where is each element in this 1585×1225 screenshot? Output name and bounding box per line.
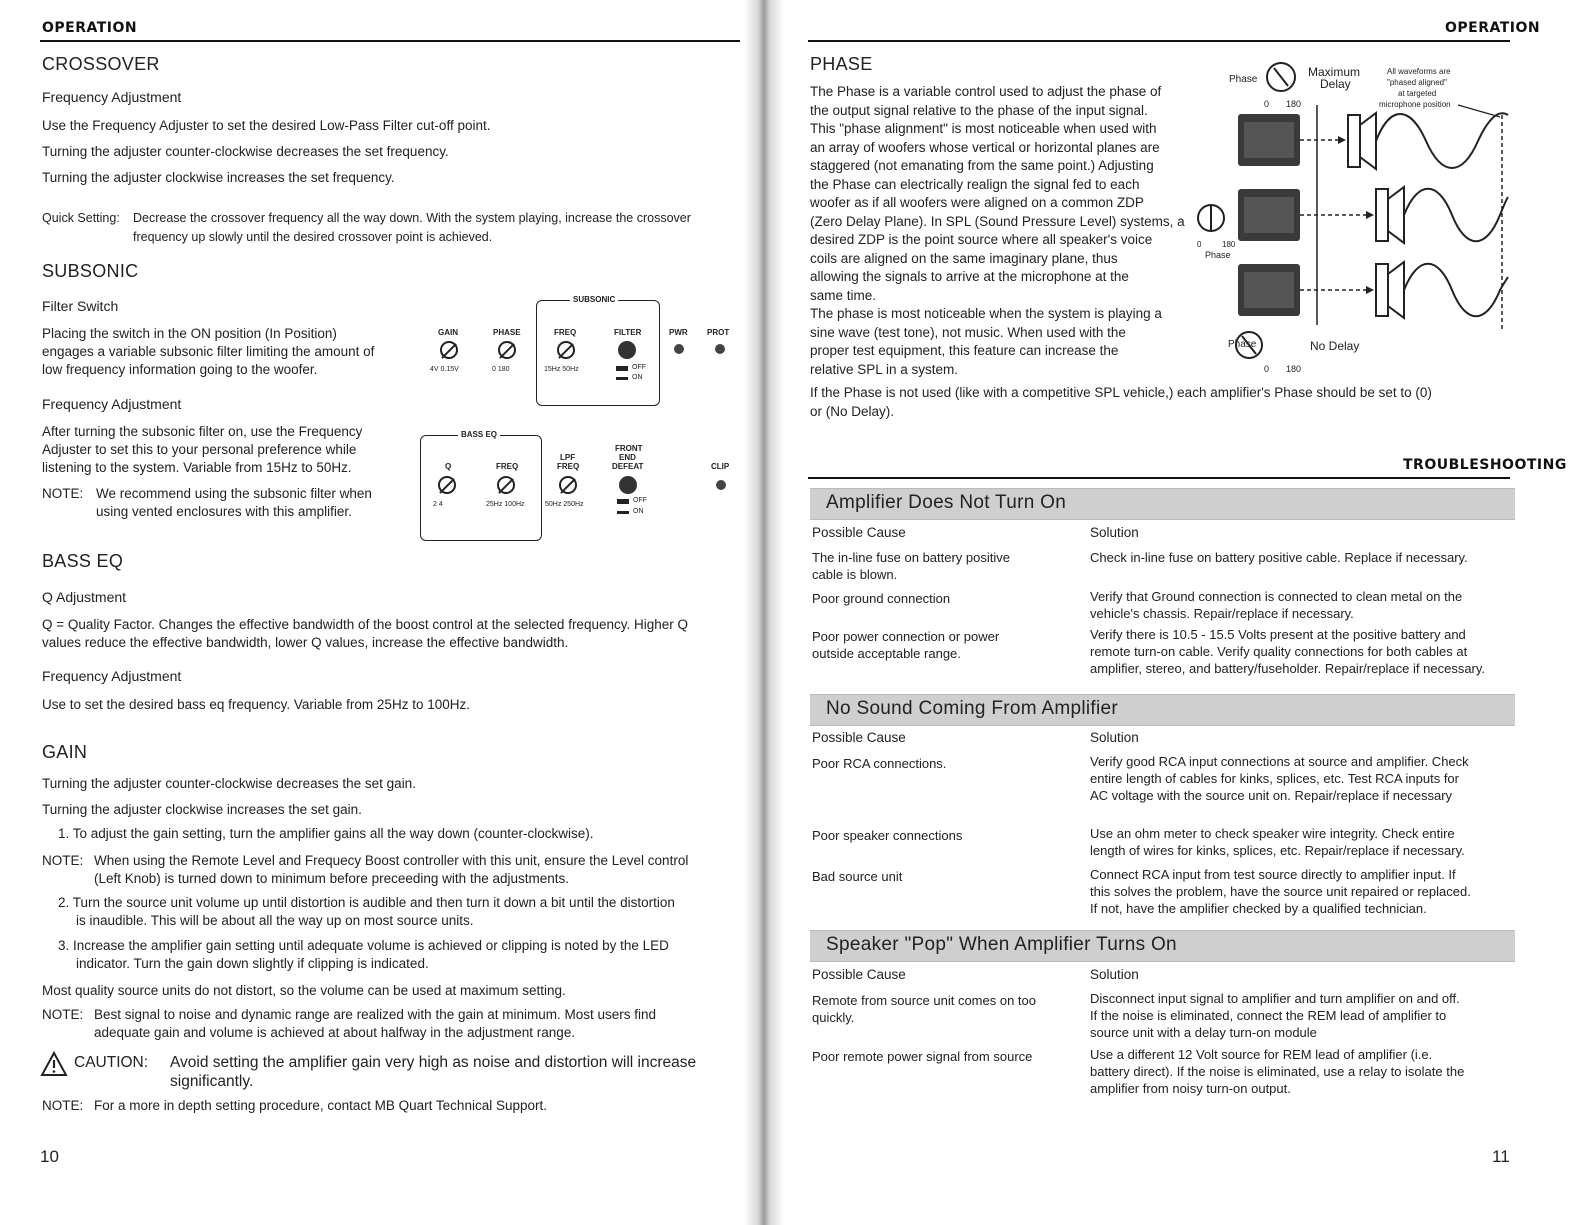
bottom-scale-180: 180 [1286,364,1302,374]
subsonic-freq-line: Adjuster to set this to your personal preference while [42,442,357,457]
solution-cell: Connect RCA input from test source directly to amplifier input. If this solves the problem, have the source unit repaired or replaced. If not, have the amplifier checked by a qualified technician. [1090,867,1471,916]
phase-line: an array of woofers whose vertical or horizontal planes are [810,139,1160,155]
phase-alignment-diagram [1190,55,1515,380]
waveform-note: All waveforms are [1387,67,1451,76]
gain-step-3: 3. Increase the amplifier gain setting until adequate volume is achieved or clipping is noted by the LED [58,938,669,953]
quick-setting-line: frequency up slowly until the desired crossover point is achieved. [133,230,493,244]
q-adjustment-line: Q = Quality Factor. Changes the effective bandwidth of the boost control at the selected frequency. Higher Q [42,617,688,632]
subsonic-note-label: NOTE: [42,486,84,501]
mid-scale-0: 0 [1197,240,1202,249]
front-end-defeat-button[interactable] [619,476,637,494]
cause-cell: Poor power connection or power outside acceptable range. [812,629,1000,661]
cause-cell: Poor remote power signal from source [812,1049,1033,1064]
subsonic-freq-label: FREQ [554,328,577,337]
left-header-rule [40,40,740,42]
subsonic-freq-heading: Frequency Adjustment [42,396,182,412]
solution-cell: Verify that Ground connection is connected to clean metal on the vehicle's chassis. Repair/replace if necessary. [1090,589,1463,621]
solution-cell: Check in-line fuse on battery positive cable. Replace if necessary. [1090,550,1468,565]
section-band [810,488,1515,520]
subsonic-freq-knob[interactable] [557,341,575,359]
bottom-scale-0: 0 [1264,364,1270,374]
clip-label: CLIP [711,462,730,471]
subsonic-note-line: We recommend using the subsonic filter when [96,486,372,501]
gain-note3-line: For a more in depth setting procedure, contact MB Quart Technical Support. [94,1098,547,1113]
bass-freq-knob[interactable] [497,476,515,494]
filter-label: FILTER [614,328,642,337]
waveform-middle [1404,189,1508,242]
gain-note2-label: NOTE: [42,1007,84,1022]
section-title: Speaker "Pop" When Amplifier Turns On [826,934,1177,955]
mid-scale-180: 180 [1222,240,1236,249]
gain-line: Turning the adjuster counter-clockwise decreases the set gain. [42,776,416,791]
filter-line: low frequency information going to the woofer. [42,362,318,377]
right-header-rule [808,40,1510,42]
control-panel-bottom [420,425,750,545]
solution-cell: Disconnect input signal to amplifier and turn amplifier on and off. If the noise is eliminated, connect the REM lead of amplifier to source unit with a delay turn-on module [1090,991,1460,1040]
defeat-label: DEFEAT [612,462,644,471]
quick-setting-line: Decrease the crossover frequency all the way down. With the system playing, increase the crossover [133,211,691,225]
mid-phase-label: Phase [1205,250,1231,260]
subsonic-freq-line: listening to the system. Variable from 15Hz to 50Hz. [42,460,352,475]
switch-off-marker [616,366,628,371]
filter-line: engages a variable subsonic filter limiting the amount of [42,344,375,359]
filter-switch-heading: Filter Switch [42,298,119,314]
left-page-number: 10 [40,1147,59,1166]
gain-knob-label: GAIN [438,328,458,337]
switch-on-marker [616,377,628,380]
gain-note3-label: NOTE: [42,1098,84,1113]
waveform-note: at targeted [1398,89,1437,98]
gain-note1-label: NOTE: [42,853,84,868]
cause-cell: Poor speaker connections [812,828,963,843]
solution-cell: Use a different 12 Volt source for REM lead of amplifier (i.e. battery direct). If the noise is eliminated, use a relay to isolate the amplifier from noisy turn-on output. [1090,1047,1465,1096]
bass-eq-group-title: BASS EQ [458,430,500,439]
quick-setting-label: Quick Setting: [42,211,120,225]
clip-led [716,480,726,490]
top-scale-180: 180 [1286,99,1302,109]
gain-note2-line: adequate gain and volume is achieved at about halfway in the adjustment range. [94,1025,576,1040]
gain-scale: 4V 0.15V [430,366,459,373]
pwr-label: PWR [669,328,688,337]
q-adjustment-line: values reduce the effective bandwidth, lower Q values, increase the effective bandwidth. [42,635,569,650]
waveform-bottom [1404,264,1508,317]
front-end-label: FRONT [615,444,643,453]
gain-step-1: 1. To adjust the gain setting, turn the amplifier gains all the way down (counter-clockwise). [58,826,594,841]
gain-note1-line: (Left Knob) is turned down to minimum before preceeding with the adjustments. [94,871,569,886]
caution-label: CAUTION: [74,1054,149,1071]
bottom-phase-label: Phase [1228,339,1257,350]
right-page-number: 11 [1492,1147,1510,1166]
phase-title: PHASE [810,54,873,74]
phase-paragraph-1 [810,83,1190,305]
phase-line: the output signal relative to the phase of the input signal. [810,102,1148,118]
switch-off-marker [617,499,629,504]
phase-paragraph-3: If the Phase is not used (like with a competitive SPL vehicle,) each amplifier's Phase should be set to (0) [810,385,1432,400]
subsonic-title: SUBSONIC [42,261,139,281]
possible-cause-label: Possible Cause [812,730,906,745]
solution-label: Solution [1090,525,1139,540]
phase-knob[interactable] [498,341,516,359]
phase-line: same time. [810,287,877,303]
max-delay-label-2: Delay [1320,77,1351,91]
crossover-line: Use the Frequency Adjuster to set the desired Low-Pass Filter cut-off point. [42,118,491,133]
crossover-title: CROSSOVER [42,54,160,74]
gain-knob[interactable] [440,341,458,359]
bass-freq-scale: 25Hz 100Hz [486,501,525,508]
defeat-on-label: ON [633,508,644,515]
section-band [810,930,1515,962]
phase-paragraph-3-cont: or (No Delay). [810,404,895,419]
troubleshooting-header: TROUBLESHOOTING [1403,457,1567,473]
subsonic-note-line: using vented enclosures with this amplifier. [96,504,352,519]
phase-line: The Phase is a variable control used to adjust the phase of [810,84,1162,99]
phase-line: allowing the signals to arrive at the microphone at the [810,269,1129,284]
gain-note1-line: When using the Remote Level and Frequecy Boost controller with this unit, ensure the Level control [94,853,689,868]
filter-switch-button[interactable] [618,341,636,359]
phase-line: staggered (not emanating from the same point.) Adjusting [810,158,1154,173]
power-led [674,344,684,354]
phase-line: woofer as if all woofers were aligned on a common ZDP [810,195,1144,210]
caution-line: Avoid setting the amplifier gain very high as noise and distortion will increase [170,1054,697,1071]
solution-label: Solution [1090,730,1139,745]
gain-line: Turning the adjuster clockwise increases the set gain. [42,802,362,817]
cause-cell: The in-line fuse on battery positive cable is blown. [812,550,1010,582]
solution-label: Solution [1090,967,1139,982]
gain-step-2-cont: is inaudible. This will be about all the way up on most source units. [76,913,474,928]
gain-most-line: Most quality source units do not distort, so the volume can be used at maximum setting. [42,983,566,998]
gain-note2-line: Best signal to noise and dynamic range are realized with the gain at minimum. Most users find [94,1007,657,1022]
lpf-scale: 50Hz 250Hz [545,501,584,508]
defeat-off-label: OFF [633,497,647,504]
crossover-line: Turning the adjuster clockwise increases the set frequency. [42,170,395,185]
filter-on-label: ON [632,374,643,381]
section-title: No Sound Coming From Amplifier [826,698,1118,719]
prot-label: PROT [707,328,730,337]
filter-off-label: OFF [632,364,646,371]
subsonic-freq-scale: 15Hz 50Hz [544,366,579,373]
phase-paragraph-2 [810,305,1190,379]
waveform-note: "phased aligned" [1387,78,1447,87]
book-gutter [744,0,784,1225]
switch-on-marker [617,511,629,514]
subsonic-group-frame [536,300,660,406]
lpf-label: LPF [560,453,576,462]
phase-line: (Zero Delay Plane). In SPL (Sound Pressure Level) systems, a [810,213,1185,229]
caution-triangle-icon [40,1051,68,1077]
waveform-top [1376,113,1508,168]
left-page-header: OPERATION [42,20,138,36]
bass-freq-label: FREQ [496,462,519,471]
lpf-freq-label: FREQ [557,462,580,471]
phase-line: the Phase can electrically realign the signal fed to each [810,176,1140,192]
protect-led [715,344,725,354]
phase-line: desired ZDP is the point source where all speaker's voice [810,232,1153,247]
speaker-bottom-icon [1376,262,1404,318]
speaker-middle-icon [1376,187,1404,243]
phase-knob-label: PHASE [493,328,521,337]
gain-step-3-cont: indicator. Turn the gain down slightly if clipping is indicated. [76,956,429,971]
end-label: END [619,453,636,462]
section-band [810,694,1515,726]
solution-cell: Use an ohm meter to check speaker wire integrity. Check entire length of wires for kinks, splices, etc. Repair/replace if necessary. [1090,826,1465,858]
subsonic-group-title: SUBSONIC [570,295,618,304]
bass-freq-heading: Frequency Adjustment [42,668,182,684]
caution-line: significantly. [170,1073,254,1090]
no-delay-label: No Delay [1310,339,1360,353]
solution-cell: Verify there is 10.5 - 15.5 Volts present at the positive battery and remote turn-on cable. Verify quality connections for both cables at amplifier, stereo, and battery/fuseholder. Repair/replace if necessary. [1090,627,1486,676]
cause-cell: Bad source unit [812,869,903,884]
cause-cell: Poor ground connection [812,591,951,606]
lpf-freq-knob[interactable] [559,476,577,494]
phase-line: coils are aligned on the same imaginary plane, thus [810,250,1118,266]
control-panel-top [420,290,750,410]
crossover-line: Turning the adjuster counter-clockwise decreases the set frequency. [42,144,449,159]
gain-title: GAIN [42,742,88,762]
bass-eq-title: BASS EQ [42,551,124,571]
phase-line: relative SPL in a system. [810,361,959,377]
q-knob[interactable] [438,476,456,494]
section-title: Amplifier Does Not Turn On [826,492,1067,513]
solution-cell: Verify good RCA input connections at source and amplifier. Check entire length of cables for kinks, splices, etc. Test RCA inputs for AC voltage with the source unit on. Repair/replace if necessary [1090,754,1469,803]
max-delay-label: Maximum [1308,65,1361,79]
phase-line: The phase is most noticeable when the system is playing a [810,306,1162,321]
bass-freq-line: Use to set the desired bass eq frequency. Variable from 25Hz to 100Hz. [42,697,470,712]
subsonic-freq-line: After turning the subsonic filter on, use the Frequency [42,424,363,439]
diagram-phase-label: Phase [1229,74,1258,85]
gain-step-2: 2. Turn the source unit volume up until distortion is audible and then turn it down a bit until the distortion [58,895,675,910]
q-scale: 2 4 [433,501,443,508]
q-adjustment-heading: Q Adjustment [42,589,127,605]
filter-line: Placing the switch in the ON position (In Position) [42,326,337,341]
speaker-top-icon [1348,113,1376,169]
phase-scale: 0 180 [492,366,510,373]
crossover-freq-heading: Frequency Adjustment [42,89,182,105]
possible-cause-label: Possible Cause [812,967,906,982]
right-page-header: OPERATION [1445,20,1541,36]
possible-cause-label: Possible Cause [812,525,906,540]
cause-cell: Poor RCA connections. [812,756,947,771]
waveform-note: microphone position [1379,100,1451,109]
phase-line: proper test equipment, this feature can increase the [810,343,1119,358]
phase-line: This "phase alignment" is most noticeable when used with [810,121,1157,136]
q-knob-label: Q [445,462,452,471]
troubleshooting-rule [808,477,1510,479]
cause-cell: Remote from source unit comes on too quickly. [812,993,1036,1025]
top-scale-0: 0 [1264,99,1270,109]
phase-line: sine wave (test tone), not music. When used with the [810,324,1126,340]
